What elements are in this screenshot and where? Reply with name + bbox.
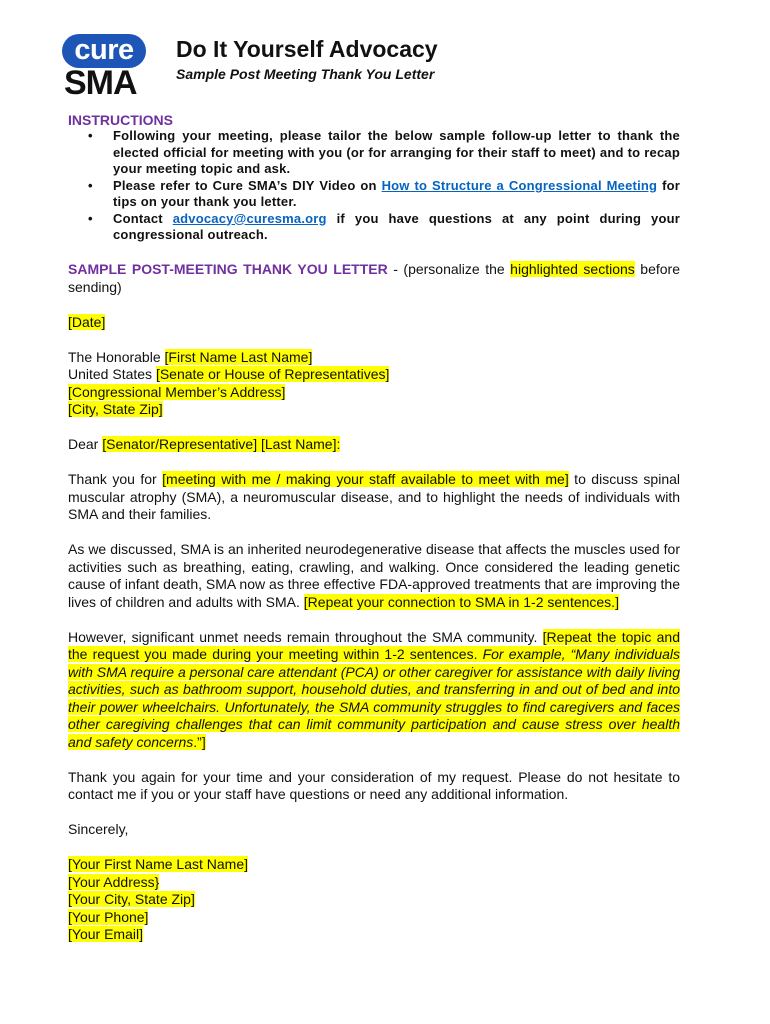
- instruction-text: if you have questions at any point during your congressional outreach.: [113, 210, 680, 242]
- highlight-sample: highlighted sections: [510, 261, 635, 277]
- logo-sma-text: SMA: [64, 64, 137, 102]
- page-title: Do It Yourself Advocacy: [176, 36, 438, 62]
- salutation: [68, 436, 680, 454]
- signature-email-field: [Your Email]: [68, 926, 143, 942]
- letter-paragraph-2: [68, 541, 680, 611]
- letter-heading-line: [68, 261, 680, 296]
- connection-field: [Repeat your connection to SMA in 1-2 sentences.]: [303, 593, 619, 610]
- paragraph-text: However, significant unmet needs remain throughout the SMA community.: [68, 628, 543, 645]
- chamber-field: [Senate or House of Representatives]: [155, 366, 390, 382]
- cure-sma-logo: [62, 34, 146, 102]
- request-field-end: .”]: [193, 733, 206, 750]
- letter-heading: SAMPLE POST-MEETING THANK YOU LETTER: [68, 261, 388, 277]
- request-field-text: [Repeat the topic and the request you made during your meeting within 1-2 sentences.: [68, 628, 680, 662]
- signature-city-field: [Your City, State Zip]: [68, 891, 195, 907]
- address-prefix: The Honorable: [68, 348, 165, 365]
- bullet-icon: •: [88, 128, 93, 143]
- bullet-icon: •: [88, 177, 93, 193]
- signature-phone-field: [Your Phone]: [68, 908, 149, 925]
- recipient-name-field: [First Name Last Name]: [164, 348, 313, 365]
- city-state-zip-field: [City, State Zip]: [68, 401, 163, 417]
- logo-cure-text: cure: [62, 34, 146, 68]
- letter-paragraph-4: Thank you again for your time and your consideration of my request. Please do not hesitate to contact me if you or your staff have questions or need any additional information.: [68, 768, 680, 802]
- instruction-text: for tips on your thank you letter.: [113, 177, 680, 209]
- paragraph-text: to discuss spinal muscular atrophy (SMA), a neuromuscular disease, and to highlight the needs of individuals with SMA and their families.: [68, 471, 680, 522]
- instruction-item: [68, 128, 680, 178]
- meeting-video-link[interactable]: How to Structure a Congressional Meeting: [381, 177, 658, 193]
- signature-address-field: [Your Address}: [68, 873, 160, 890]
- recipient-address: [68, 349, 680, 419]
- instruction-text: Contact: [113, 210, 173, 226]
- member-address-field: [Congressional Member’s Address]: [68, 383, 286, 400]
- letter-paragraph-3: [68, 629, 680, 752]
- instruction-text: Please refer to Cure SMA’s DIY Video on: [113, 177, 382, 193]
- address-prefix: United States: [68, 366, 156, 382]
- letter-heading-note: before sending): [68, 261, 680, 295]
- instruction-item: [68, 178, 680, 211]
- instructions-list: [68, 128, 680, 244]
- request-field: [68, 629, 680, 750]
- paragraph-text: Thank you for: [68, 471, 163, 487]
- paragraph-text: As we discussed, SMA is an inherited neurodegenerative disease that affects the muscles used for activities such as breathing, eating, crawling, and walking. Once considered the leading genetic cause of infant death, SMA now as three effective FDA-approved treatments that are improving the lives of children and adults with SMA.: [68, 541, 680, 610]
- advocacy-email-link[interactable]: advocacy@curesma.org: [172, 210, 327, 226]
- instruction-item: [68, 211, 680, 244]
- instruction-text: Following your meeting, please tailor the below sample follow-up letter to thank the elected official for meeting with you (or for arranging for their staff to meet) and to recap your meeting topic and ask.: [113, 128, 680, 176]
- meeting-field: [meeting with me / making your staff available to meet with me]: [162, 471, 569, 487]
- letter-closing: Sincerely,: [68, 821, 129, 837]
- instructions-heading: INSTRUCTIONS: [68, 112, 173, 128]
- signature-block: [68, 856, 680, 944]
- salutation-prefix: Dear: [68, 436, 103, 452]
- signature-name-field: [Your First Name Last Name]: [68, 856, 248, 872]
- bullet-icon: •: [88, 210, 93, 226]
- sample-letter: [68, 261, 680, 961]
- request-example-text: For example, “Many individuals with SMA require a personal care attendant (PCA) or other caregiver for assistance with daily living activities, such as bathroom support, household duties, and transferring in and out of bed and into their power wheelchairs. Unfortunately, the SMA community struggles to find caregivers and faces other caregiving challenges that can limit community participation and cause stress over health and safety concerns: [68, 646, 681, 750]
- letter-heading-note: - (personalize the: [387, 261, 511, 277]
- letter-paragraph-1: [68, 471, 680, 524]
- salutation-field: [Senator/Representative] [Last Name]:: [102, 436, 341, 452]
- letter-date: [68, 314, 680, 332]
- date-field: [Date]: [68, 313, 106, 330]
- page-subtitle: Sample Post Meeting Thank You Letter: [176, 66, 435, 82]
